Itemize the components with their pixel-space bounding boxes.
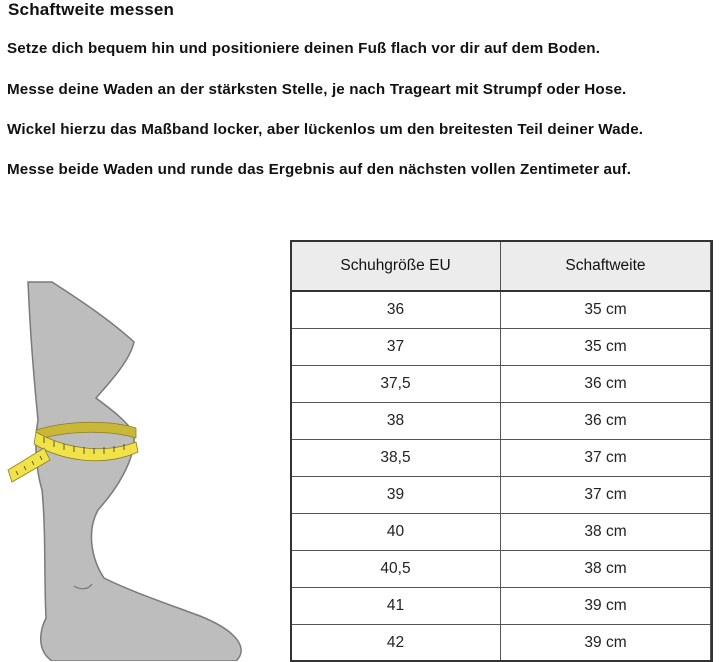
table-row	[291, 291, 711, 329]
table-row	[291, 403, 711, 440]
leg-with-measuring-tape-icon	[0, 270, 300, 661]
cell-shaft-width: 35 cm	[501, 329, 711, 366]
table-row	[291, 477, 711, 514]
cell-shoe-size: 39	[291, 477, 501, 514]
instruction-4: Messe beide Waden und runde das Ergebnis auf den nächsten vollen Zentimeter auf.	[7, 161, 632, 178]
table-row	[291, 625, 711, 662]
instruction-2: Messe deine Waden an der stärksten Stelle, je nach Trageart mit Strumpf oder Hose.	[7, 81, 627, 98]
table-row	[291, 329, 711, 366]
cell-shoe-size: 37	[291, 329, 501, 366]
cell-shaft-width: 38 cm	[501, 551, 711, 588]
table-row	[291, 514, 711, 551]
size-table	[290, 240, 711, 662]
cell-shaft-width: 35 cm	[501, 291, 711, 329]
cell-shoe-size: 42	[291, 625, 501, 662]
cell-shaft-width: 36 cm	[501, 366, 711, 403]
cell-shoe-size: 37,5	[291, 366, 501, 403]
page-title: Schaftweite messen	[8, 0, 175, 19]
table-row	[291, 366, 711, 403]
cell-shoe-size: 38	[291, 403, 501, 440]
instruction-3: Wickel hierzu das Maßband locker, aber lückenlos um den breitesten Teil deiner Wade.	[7, 121, 644, 138]
header-shaft-width: Schaftweite	[501, 241, 711, 292]
cell-shaft-width: 39 cm	[501, 625, 711, 662]
cell-shoe-size: 38,5	[291, 440, 501, 477]
cell-shaft-width: 37 cm	[501, 477, 711, 514]
instruction-1: Setze dich bequem hin und positioniere deinen Fuß flach vor dir auf dem Boden.	[7, 40, 601, 57]
cell-shoe-size: 40	[291, 514, 501, 551]
cell-shaft-width: 38 cm	[501, 514, 711, 551]
cell-shaft-width: 36 cm	[501, 403, 711, 440]
cell-shoe-size: 36	[291, 291, 501, 329]
cell-shoe-size: 40,5	[291, 551, 501, 588]
cell-shaft-width: 39 cm	[501, 588, 711, 625]
table-row	[291, 440, 711, 477]
leg-shape	[28, 282, 241, 661]
cell-shaft-width: 37 cm	[501, 440, 711, 477]
table-row	[291, 588, 711, 625]
header-shoe-size: Schuhgröße EU	[291, 241, 501, 292]
table-row	[291, 551, 711, 588]
table-header-row	[291, 241, 711, 292]
cell-shoe-size: 41	[291, 588, 501, 625]
